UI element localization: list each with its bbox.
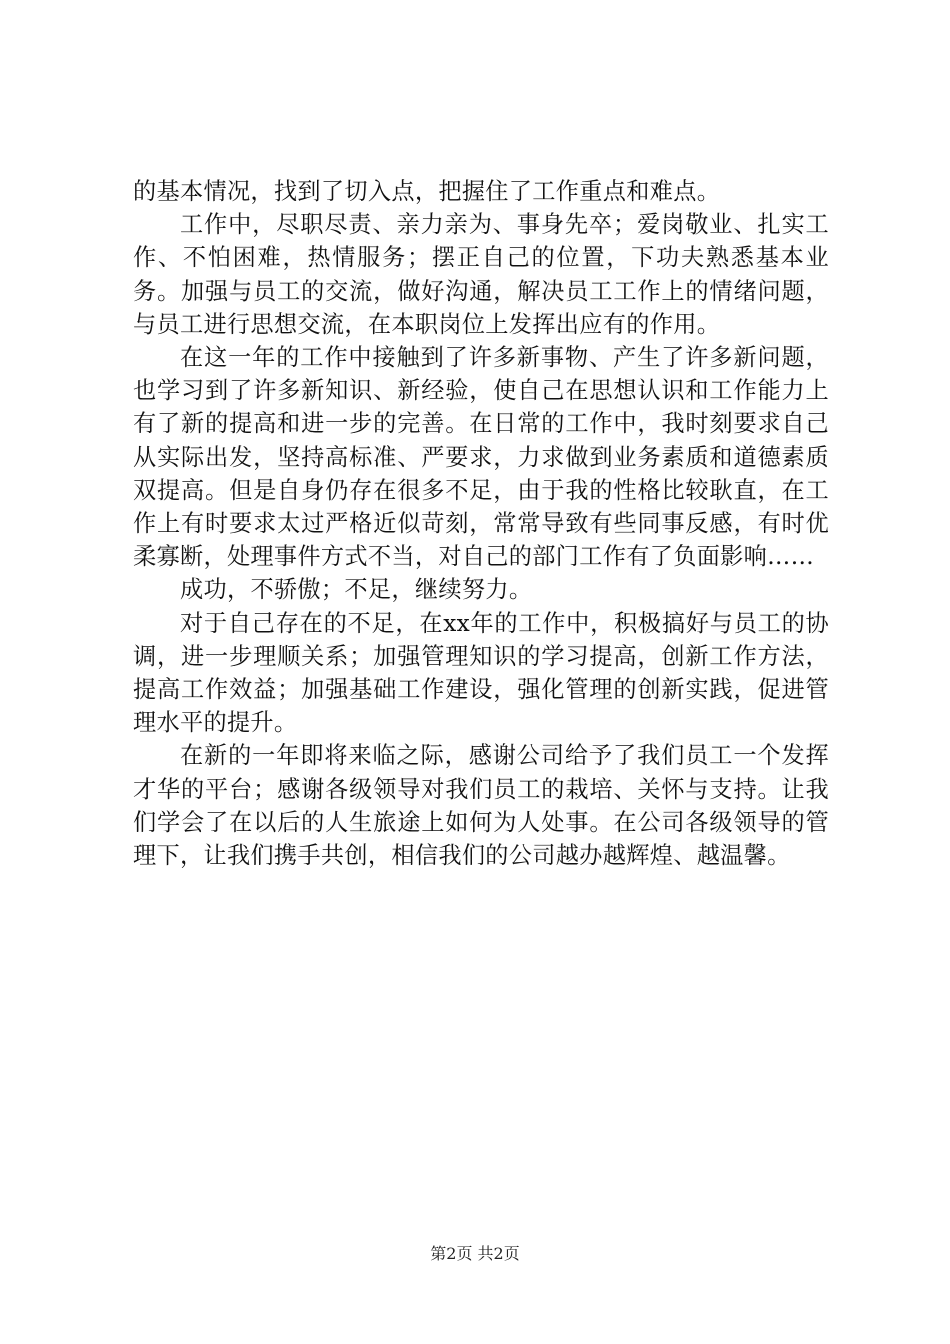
paragraph-3: 在这一年的工作中接触到了许多新事物、产生了许多新问题，也学习到了许多新知识、新经验，使自己在思想认识和工作能力上有了新的提高和进一步的完善。在日常的工作中，我时刻要求自己从实际出发，坚持高标准、严要求，力求做到业务素质和道德素质双提高。但是自身仍存在很多不足，由于我的性格比较耿直，在工作上有时要求太过严格近似苛刻，常常导致有些同事反感，有时优柔寡断，处理事件方式不当，对自己的部门工作有了负面影响…… [133, 344, 829, 571]
paragraph-1: 的基本情况，找到了切入点，把握住了工作重点和难点。 [133, 178, 721, 205]
paragraph-2: 工作中，尽职尽责、亲力亲为、事身先卒；爱岗敬业、扎实工作、不怕困难，热情服务；摆正自己的位置，下功夫熟悉基本业务。加强与员工的交流，做好沟通，解决员工工作上的情绪问题，与员工进行思想交流，在本职岗位上发挥出应有的作用。 [133, 211, 829, 338]
paragraph-4: 成功，不骄傲；不足，继续努力。 [180, 576, 533, 604]
page-number-footer: 第2页 共2页 [430, 1244, 520, 1263]
paragraph-5: 对于自己存在的不足，在xx年的工作中，积极搞好与员工的协调，进一步理顺关系；加强管理知识的学习提高，创新工作方法，提高工作效益；加强基础工作建设，强化管理的创新实践，促进管理水平的提升。 [133, 609, 829, 737]
document-body [133, 175, 829, 872]
paragraph-6: 在新的一年即将来临之际，感谢公司给予了我们员工一个发挥才华的平台；感谢各级领导对我们员工的栽培、关怀与支持。让我们学会了在以后的人生旅途上如何为人处事。在公司各级领导的管理下，让我们携手共创，相信我们的公司越办越辉煌、越温馨。 [133, 742, 829, 870]
